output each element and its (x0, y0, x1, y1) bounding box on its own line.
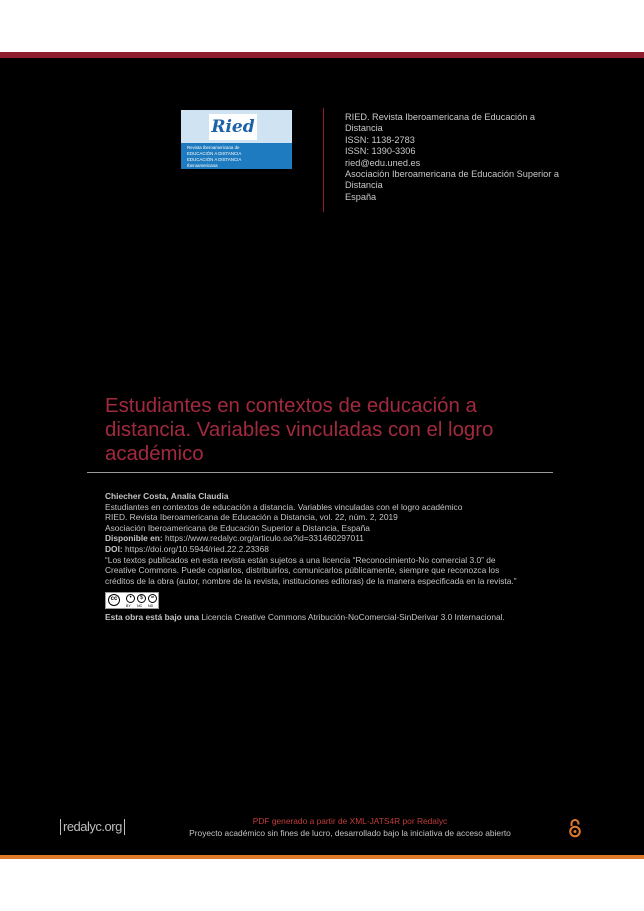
journal-info-block (345, 112, 590, 203)
vertical-separator (323, 108, 324, 212)
article-title: Estudiantes en contextos de educación a distancia. Variables vinculadas con el logro académico (105, 395, 494, 465)
doi-label: DOI: (105, 543, 123, 554)
creative-commons-badge[interactable] (105, 592, 159, 609)
journal-country: España (345, 191, 377, 202)
logo-line: Iberoamericana (187, 163, 218, 168)
publisher-line: Distancia (345, 180, 383, 191)
journal-name-line: RIED. Revista Iberoamericana de Educación a (345, 112, 535, 122)
publisher-line: Asociación Iberoamericana de Educación Superior a (345, 169, 559, 180)
top-margin (0, 0, 644, 52)
license-statement (105, 612, 565, 623)
logo-line: Revista Iberoamericana de (187, 145, 240, 150)
open-access-icon[interactable] (568, 818, 582, 838)
redalyc-logo[interactable]: redalyc.org (60, 819, 125, 835)
availability-line (105, 533, 565, 544)
footer-project-note: Proyecto académico sin fines de lucro, desarrollado bajo la iniciativa de acceso abierto (189, 828, 511, 838)
article-citation: RIED. Revista Iberoamericana de Educación a Distancia, vol. 22, núm. 2, 2019 (105, 512, 398, 523)
license-link[interactable]: Licencia Creative Commons Atribución-NoComercial-SinDerivar 3.0 Internacional. (201, 612, 505, 622)
article-metadata (105, 491, 565, 586)
cc-icon: cc (108, 594, 120, 606)
logo-line: EDUCACIÓN A DISTANCIA (187, 151, 242, 156)
article-author: Chiecher Costa, Analía Claudia (105, 491, 229, 501)
doi-line (105, 544, 565, 555)
bottom-margin (0, 859, 644, 911)
title-divider (87, 472, 553, 473)
article-publisher: Asociación Iberoamericana de Educación Superior a Distancia, España (105, 522, 370, 533)
issn-electronic: ISSN: 1390-3306 (345, 146, 416, 157)
issn-print: ISSN: 1138-2783 (345, 134, 415, 145)
logo-subtitle-strip (181, 143, 292, 169)
license-notice-line: Creative Commons. Puede copiarlos, distribuirlos, comunicarlos públicamente, siempre que reconozca los (105, 565, 500, 576)
license-notice-line: “Los textos publicados en esta revista están sujetos a una licencia “Reconocimiento-No comercial 3.0” de (105, 554, 496, 565)
noderivatives-icon: = (148, 594, 157, 603)
journal-name-line: Distancia (345, 123, 383, 134)
attribution-icon: • (126, 594, 135, 603)
footer-generated-note: PDF generado a partir de XML-JATS4R por Redalyc (252, 816, 448, 826)
available-label: Disponible en: (105, 533, 163, 544)
license-prefix: Esta obra está bajo una (105, 612, 200, 622)
badge-label: ND (148, 604, 154, 608)
license-notice-line: créditos de la obra (autor, nombre de la revista, instituciones editoras) de la manera especificada en la revista.” (105, 575, 517, 586)
logo-wordmark: Ried (209, 114, 257, 140)
noncommercial-icon: $ (137, 594, 146, 603)
logo-line: EDUCACIÓN A DISTANCIA (187, 157, 242, 162)
available-link[interactable]: https://www.redalyc.org/articulo.oa?id=331460297011 (165, 533, 364, 544)
doi-link[interactable]: https://doi.org/10.5944/ried.22.2.23368 (125, 543, 269, 554)
ried-journal-logo (181, 110, 292, 169)
badge-label: NC (137, 604, 143, 608)
article-title-repeat: Estudiantes en contextos de educación a distancia. Variables vinculadas con el logro académico (105, 501, 463, 512)
badge-label: BY (126, 604, 131, 608)
journal-email[interactable]: ried@edu.uned.es (345, 157, 421, 168)
